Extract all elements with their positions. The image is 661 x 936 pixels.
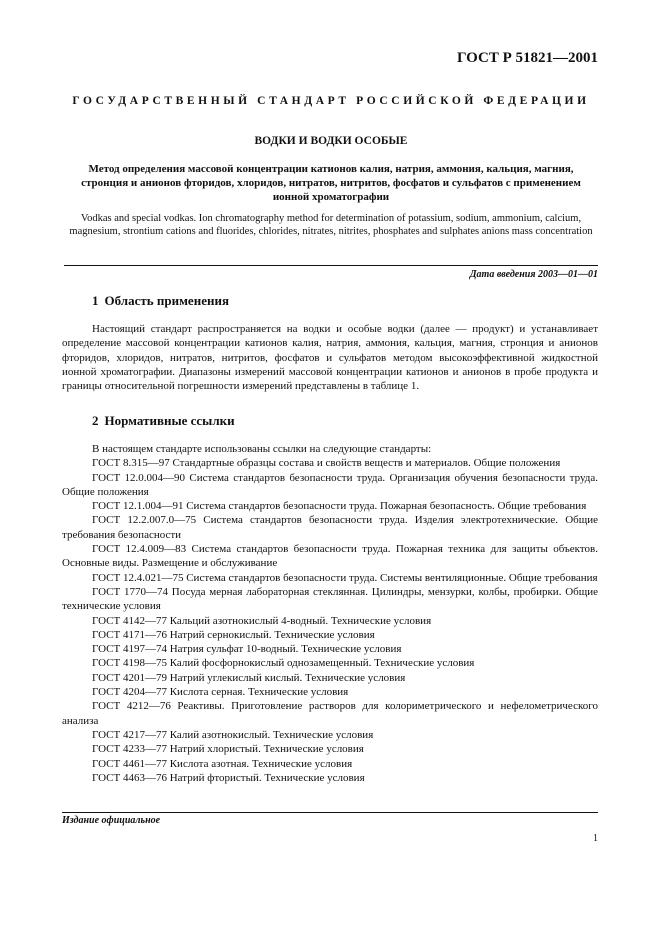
section-1-paragraph: Настоящий стандарт распространяется на водки и особые водки (далее — продукт) и устанавливает определение массовой концентрации катионов калия, натрия, аммония, кальция, магния, стронция и анионов фторидов, хлоридов, нитратов, нитритов, фосфатов и сульфатов методом высокоэффективной жидкостной ионной хроматографии. Диапазоны измерений массовой концентрации катионов и анионов в пробе продукта и границы относительной погрешности измерений представлены в таблице 1. xyxy=(62,323,598,393)
reference-item: ГОСТ 12.4.021—75 Система стандартов безопасности труда. Системы вентиляционные. Общие требования xyxy=(92,571,598,584)
references-list xyxy=(62,442,598,785)
document-subtitle-en: Vodkas and special vodkas. Ion chromatography method for determination of potassium, sodium, ammonium, calcium, magnesium, strontium cations and fluorides, chlorides, nitrates, nitrites, phosphates and sulphates anions mass concentration xyxy=(69,213,593,237)
section-2-title: Нормативные ссылки xyxy=(104,413,235,428)
reference-item: ГОСТ 4198—75 Калий фосфорнокислый однозамещенный. Технические условия xyxy=(92,657,475,670)
reference-item: ГОСТ 4217—77 Калий азотнокислый. Технические условия xyxy=(92,728,374,741)
state-standard-heading: ГОСУДАРСТВЕННЫЙ СТАНДАРТ РОССИЙСКОЙ ФЕДЕРАЦИИ xyxy=(72,95,590,107)
edition-label: Издание официальное xyxy=(62,815,161,826)
title-divider xyxy=(64,265,598,266)
reference-item: ГОСТ 12.1.004—91 Система стандартов безопасности труда. Пожарная безопасность. Общие требования xyxy=(92,500,587,513)
reference-item: ГОСТ 4212—76 Реактивы. Приготовление растворов для колориметрического и нефелометрического анализа xyxy=(62,700,598,727)
introduction-date: Дата введения 2003—01—01 xyxy=(469,269,598,280)
document-title: ВОДКИ И ВОДКИ ОСОБЫЕ xyxy=(254,135,408,147)
section-1-title: Область применения xyxy=(104,293,229,308)
reference-item: ГОСТ 12.2.007.0—75 Система стандартов безопасности труда. Изделия электротехнические. Общие требования безопасности xyxy=(62,514,598,541)
reference-item: ГОСТ 4171—76 Натрий сернокислый. Технические условия xyxy=(92,628,375,641)
section-1-number: 1 xyxy=(92,293,99,308)
reference-item: ГОСТ 12.0.004—90 Система стандартов безопасности труда. Организация обучения безопасности труда. Общие положения xyxy=(62,471,598,498)
reference-item: ГОСТ 1770—74 Посуда мерная лабораторная стеклянная. Цилиндры, мензурки, колбы, пробирки. Общие технические условия xyxy=(62,585,598,613)
section-2-number: 2 xyxy=(92,413,99,428)
reference-item: ГОСТ 4233—77 Натрий хлористый. Технические условия xyxy=(92,743,364,756)
section-1-body xyxy=(62,322,598,393)
section-2-heading xyxy=(92,413,235,429)
reference-item: ГОСТ 4463—76 Натрий фтористый. Технические условия xyxy=(92,771,365,784)
reference-item: ГОСТ 8.315—97 Стандартные образцы состава и свойств веществ и материалов. Общие положения xyxy=(92,457,561,470)
reference-item: ГОСТ 12.4.009—83 Система стандартов безопасности труда. Пожарная техника для защиты объектов. Основные виды. Размещение и обслуживание xyxy=(62,543,598,570)
footer-divider xyxy=(62,812,598,813)
document-subtitle-ru: Метод определения массовой концентрации катионов калия, натрия, аммония, кальция, магния, стронция и анионов фторидов, хлоридов, нитратов, нитритов, фосфатов и сульфатов с применением ионной хроматографии xyxy=(81,163,581,203)
document-number: ГОСТ Р 51821—2001 xyxy=(456,50,598,66)
reference-item: ГОСТ 4204—77 Кислота серная. Технические условия xyxy=(92,686,349,699)
reference-item: ГОСТ 4461—77 Кислота азотная. Технические условия xyxy=(92,757,353,770)
references-intro: В настоящем стандарте использованы ссылки на следующие стандарты: xyxy=(92,443,432,455)
reference-item: ГОСТ 4197—74 Натрия сульфат 10-водный. Технические условия xyxy=(92,643,402,656)
section-1-heading xyxy=(92,293,229,309)
reference-item: ГОСТ 4142—77 Кальций азотнокислый 4-водный. Технические условия xyxy=(92,614,432,627)
reference-item: ГОСТ 4201—79 Натрий углекислый кислый. Технические условия xyxy=(92,671,406,684)
page-number: 1 xyxy=(593,833,598,844)
